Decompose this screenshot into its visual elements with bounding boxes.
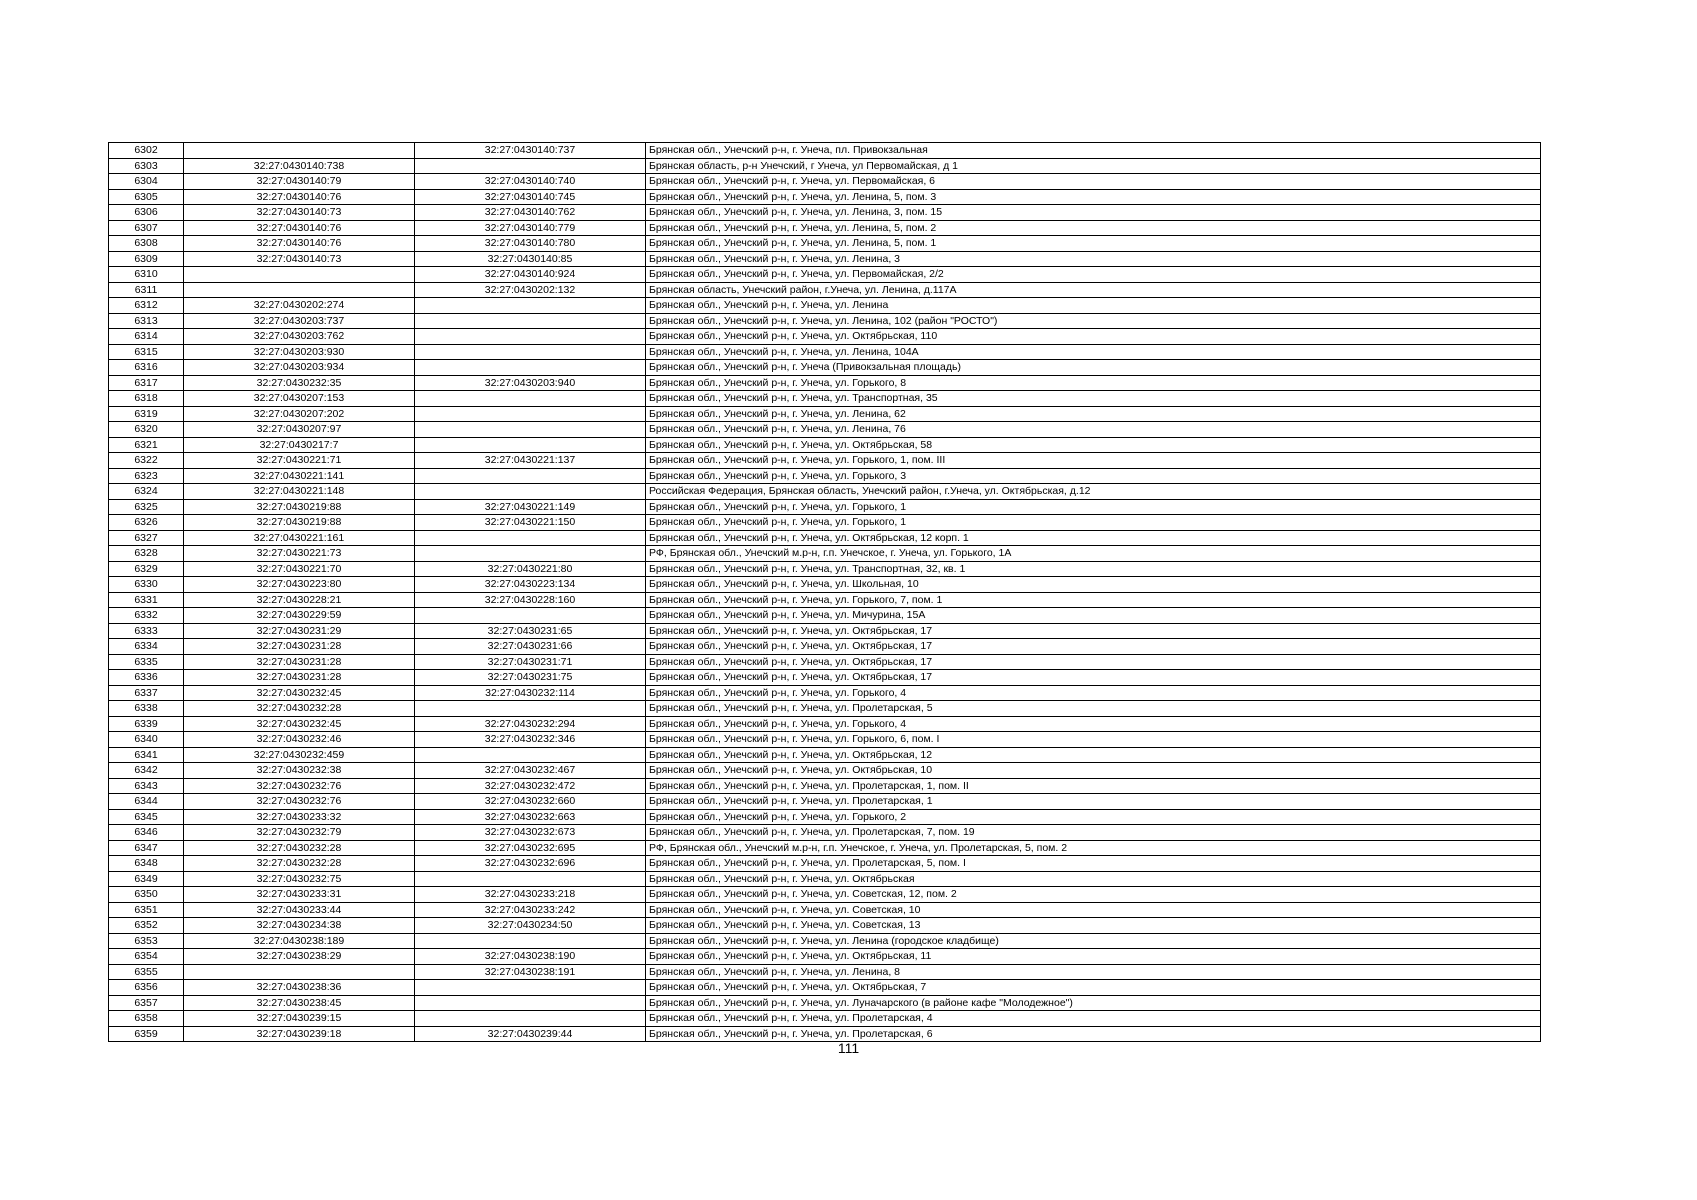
- table-row: [109, 437, 1541, 453]
- cadastral-number-cell: 32:27:0430232:28: [184, 840, 415, 856]
- row-number-cell: 6304: [109, 174, 184, 190]
- table-row: [109, 236, 1541, 252]
- table-row: [109, 701, 1541, 717]
- table-row: [109, 344, 1541, 360]
- table-row: [109, 840, 1541, 856]
- address-cell: Брянская обл., Унечский р-н, г. Унеча, ул. Октябрьская, 17: [646, 623, 1541, 639]
- table-row: [109, 856, 1541, 872]
- cadastral-number-cell: 32:27:0430219:88: [184, 515, 415, 531]
- address-cell: Брянская обл., Унечский р-н, г. Унеча, ул. Ленина, 104А: [646, 344, 1541, 360]
- object-cadastral-number-cell: 32:27:0430140:779: [415, 220, 646, 236]
- row-number-cell: 6309: [109, 251, 184, 267]
- row-number-cell: 6317: [109, 375, 184, 391]
- address-cell: Брянская обл., Унечский р-н, г. Унеча, ул. Мичурина, 15А: [646, 608, 1541, 624]
- object-cadastral-number-cell: 32:27:0430221:137: [415, 453, 646, 469]
- address-cell: Брянская обл., Унечский р-н, г. Унеча, ул. Ленина, 3: [646, 251, 1541, 267]
- cadastral-number-cell: 32:27:0430203:737: [184, 313, 415, 329]
- object-cadastral-number-cell: [415, 313, 646, 329]
- row-number-cell: 6338: [109, 701, 184, 717]
- table-row: [109, 391, 1541, 407]
- row-number-cell: 6339: [109, 716, 184, 732]
- cadastral-number-cell: 32:27:0430232:79: [184, 825, 415, 841]
- cadastral-number-cell: 32:27:0430221:71: [184, 453, 415, 469]
- object-cadastral-number-cell: [415, 391, 646, 407]
- cadastral-number-cell: 32:27:0430203:934: [184, 360, 415, 376]
- cadastral-number-cell: 32:27:0430217:7: [184, 437, 415, 453]
- row-number-cell: 6305: [109, 189, 184, 205]
- object-cadastral-number-cell: 32:27:0430232:696: [415, 856, 646, 872]
- row-number-cell: 6337: [109, 685, 184, 701]
- row-number-cell: 6324: [109, 484, 184, 500]
- address-cell: Брянская обл., Унечский р-н, г. Унеча, ул. Ленина, 5, пом. 2: [646, 220, 1541, 236]
- object-cadastral-number-cell: 32:27:0430231:71: [415, 654, 646, 670]
- row-number-cell: 6343: [109, 778, 184, 794]
- table-row: [109, 360, 1541, 376]
- object-cadastral-number-cell: 32:27:0430232:673: [415, 825, 646, 841]
- address-cell: Брянская обл., Унечский р-н, г. Унеча, ул. Октябрьская: [646, 871, 1541, 887]
- row-number-cell: 6331: [109, 592, 184, 608]
- row-number-cell: 6320: [109, 422, 184, 438]
- cadastral-number-cell: 32:27:0430203:762: [184, 329, 415, 345]
- object-cadastral-number-cell: 32:27:0430232:346: [415, 732, 646, 748]
- table-row: [109, 499, 1541, 515]
- cadastral-number-cell: 32:27:0430207:202: [184, 406, 415, 422]
- object-cadastral-number-cell: [415, 1011, 646, 1027]
- address-cell: Брянская обл., Унечский р-н, г. Унеча, ул. Горького, 3: [646, 468, 1541, 484]
- table-row: [109, 1011, 1541, 1027]
- row-number-cell: 6311: [109, 282, 184, 298]
- object-cadastral-number-cell: [415, 995, 646, 1011]
- address-cell: Брянская обл., Унечский р-н, г. Унеча, ул. Октябрьская, 58: [646, 437, 1541, 453]
- table-row: [109, 561, 1541, 577]
- cadastral-number-cell: 32:27:0430202:274: [184, 298, 415, 314]
- cadastral-number-cell: [184, 282, 415, 298]
- table-row: [109, 189, 1541, 205]
- registry-table-body: [109, 143, 1541, 1042]
- row-number-cell: 6355: [109, 964, 184, 980]
- cadastral-number-cell: 32:27:0430239:18: [184, 1026, 415, 1042]
- address-cell: Брянская обл., Унечский р-н, г. Унеча, пл. Привокзальная: [646, 143, 1541, 159]
- address-cell: Брянская обл., Унечский р-н, г. Унеча, ул. Горького, 8: [646, 375, 1541, 391]
- address-cell: Брянская обл., Унечский р-н, г. Унеча, ул. Советская, 12, пом. 2: [646, 887, 1541, 903]
- address-cell: Брянская обл., Унечский р-н, г. Унеча, ул. Ленина, 5, пом. 3: [646, 189, 1541, 205]
- row-number-cell: 6330: [109, 577, 184, 593]
- cadastral-number-cell: 32:27:0430231:29: [184, 623, 415, 639]
- address-cell: Брянская обл., Унечский р-н, г. Унеча, ул. Горького, 4: [646, 716, 1541, 732]
- row-number-cell: 6340: [109, 732, 184, 748]
- table-row: [109, 995, 1541, 1011]
- table-row: [109, 902, 1541, 918]
- address-cell: Российская Федерация, Брянская область, Унечский район, г.Унеча, ул. Октябрьская, д.12: [646, 484, 1541, 500]
- row-number-cell: 6323: [109, 468, 184, 484]
- table-row: [109, 933, 1541, 949]
- row-number-cell: 6332: [109, 608, 184, 624]
- row-number-cell: 6352: [109, 918, 184, 934]
- object-cadastral-number-cell: 32:27:0430232:660: [415, 794, 646, 810]
- row-number-cell: 6357: [109, 995, 184, 1011]
- address-cell: Брянская обл., Унечский р-н, г. Унеча, ул. Ленина, 102 (район "РОСТО"): [646, 313, 1541, 329]
- object-cadastral-number-cell: 32:27:0430140:737: [415, 143, 646, 159]
- address-cell: Брянская обл., Унечский р-н, г. Унеча (Привокзальная площадь): [646, 360, 1541, 376]
- address-cell: Брянская обл., Унечский р-н, г. Унеча, ул. Первомайская, 6: [646, 174, 1541, 190]
- cadastral-number-cell: 32:27:0430140:76: [184, 220, 415, 236]
- table-row: [109, 251, 1541, 267]
- cadastral-number-cell: 32:27:0430223:80: [184, 577, 415, 593]
- address-cell: Брянская обл., Унечский р-н, г. Унеча, ул. Горького, 1, пом. III: [646, 453, 1541, 469]
- table-row: [109, 887, 1541, 903]
- address-cell: Брянская обл., Унечский р-н, г. Унеча, ул. Ленина: [646, 298, 1541, 314]
- address-cell: Брянская обл., Унечский р-н, г. Унеча, ул. Горького, 4: [646, 685, 1541, 701]
- object-cadastral-number-cell: 32:27:0430203:940: [415, 375, 646, 391]
- table-row: [109, 515, 1541, 531]
- cadastral-number-cell: 32:27:0430232:75: [184, 871, 415, 887]
- object-cadastral-number-cell: [415, 360, 646, 376]
- table-row: [109, 809, 1541, 825]
- row-number-cell: 6349: [109, 871, 184, 887]
- object-cadastral-number-cell: [415, 933, 646, 949]
- cadastral-number-cell: 32:27:0430233:31: [184, 887, 415, 903]
- row-number-cell: 6356: [109, 980, 184, 996]
- address-cell: Брянская обл., Унечский р-н, г. Унеча, ул. Советская, 13: [646, 918, 1541, 934]
- cadastral-number-cell: 32:27:0430232:45: [184, 685, 415, 701]
- address-cell: Брянская обл., Унечский р-н, г. Унеча, ул. Октябрьская, 110: [646, 329, 1541, 345]
- row-number-cell: 6303: [109, 158, 184, 174]
- object-cadastral-number-cell: 32:27:0430232:467: [415, 763, 646, 779]
- row-number-cell: 6353: [109, 933, 184, 949]
- object-cadastral-number-cell: 32:27:0430202:132: [415, 282, 646, 298]
- cadastral-number-cell: 32:27:0430232:35: [184, 375, 415, 391]
- cadastral-number-cell: 32:27:0430221:148: [184, 484, 415, 500]
- cadastral-number-cell: 32:27:0430231:28: [184, 639, 415, 655]
- table-row: [109, 747, 1541, 763]
- address-cell: Брянская обл., Унечский р-н, г. Унеча, ул. Пролетарская, 5, пом. I: [646, 856, 1541, 872]
- cadastral-number-cell: [184, 143, 415, 159]
- cadastral-number-cell: 32:27:0430233:32: [184, 809, 415, 825]
- address-cell: Брянская обл., Унечский р-н, г. Унеча, ул. Пролетарская, 1: [646, 794, 1541, 810]
- cadastral-number-cell: 32:27:0430234:38: [184, 918, 415, 934]
- table-row: [109, 964, 1541, 980]
- table-row: [109, 763, 1541, 779]
- table-row: [109, 329, 1541, 345]
- cadastral-number-cell: 32:27:0430238:36: [184, 980, 415, 996]
- table-row: [109, 654, 1541, 670]
- table-row: [109, 406, 1541, 422]
- object-cadastral-number-cell: 32:27:0430140:924: [415, 267, 646, 283]
- row-number-cell: 6314: [109, 329, 184, 345]
- row-number-cell: 6325: [109, 499, 184, 515]
- row-number-cell: 6350: [109, 887, 184, 903]
- row-number-cell: 6347: [109, 840, 184, 856]
- object-cadastral-number-cell: [415, 701, 646, 717]
- table-row: [109, 282, 1541, 298]
- object-cadastral-number-cell: 32:27:0430231:75: [415, 670, 646, 686]
- cadastral-number-cell: 32:27:0430238:189: [184, 933, 415, 949]
- row-number-cell: 6315: [109, 344, 184, 360]
- row-number-cell: 6302: [109, 143, 184, 159]
- cadastral-number-cell: 32:27:0430207:97: [184, 422, 415, 438]
- address-cell: Брянская область, Унечский район, г.Унеча, ул. Ленина, д.117А: [646, 282, 1541, 298]
- row-number-cell: 6351: [109, 902, 184, 918]
- address-cell: Брянская обл., Унечский р-н, г. Унеча, ул. Горького, 6, пом. I: [646, 732, 1541, 748]
- object-cadastral-number-cell: 32:27:0430221:149: [415, 499, 646, 515]
- row-number-cell: 6333: [109, 623, 184, 639]
- cadastral-number-cell: 32:27:0430221:70: [184, 561, 415, 577]
- object-cadastral-number-cell: 32:27:0430223:134: [415, 577, 646, 593]
- address-cell: Брянская обл., Унечский р-н, г. Унеча, ул. Пролетарская, 1, пом. II: [646, 778, 1541, 794]
- object-cadastral-number-cell: [415, 298, 646, 314]
- table-row: [109, 313, 1541, 329]
- object-cadastral-number-cell: 32:27:0430233:242: [415, 902, 646, 918]
- cadastral-number-cell: [184, 267, 415, 283]
- row-number-cell: 6310: [109, 267, 184, 283]
- table-row: [109, 530, 1541, 546]
- cadastral-number-cell: 32:27:0430221:73: [184, 546, 415, 562]
- table-row: [109, 298, 1541, 314]
- cadastral-number-cell: 32:27:0430219:88: [184, 499, 415, 515]
- table-row: [109, 484, 1541, 500]
- address-cell: Брянская обл., Унечский р-н, г. Унеча, ул. Советская, 10: [646, 902, 1541, 918]
- cadastral-number-cell: 32:27:0430140:73: [184, 251, 415, 267]
- row-number-cell: 6318: [109, 391, 184, 407]
- cadastral-number-cell: 32:27:0430232:45: [184, 716, 415, 732]
- cadastral-number-cell: 32:27:0430233:44: [184, 902, 415, 918]
- cadastral-number-cell: 32:27:0430140:76: [184, 236, 415, 252]
- row-number-cell: 6306: [109, 205, 184, 221]
- cadastral-number-cell: 32:27:0430140:76: [184, 189, 415, 205]
- table-row: [109, 778, 1541, 794]
- table-row: [109, 205, 1541, 221]
- row-number-cell: 6341: [109, 747, 184, 763]
- table-row: [109, 546, 1541, 562]
- object-cadastral-number-cell: 32:27:0430232:472: [415, 778, 646, 794]
- table-row: [109, 592, 1541, 608]
- cadastral-number-cell: 32:27:0430140:738: [184, 158, 415, 174]
- table-row: [109, 716, 1541, 732]
- address-cell: Брянская обл., Унечский р-н, г. Унеча, ул. Пролетарская, 5: [646, 701, 1541, 717]
- address-cell: Брянская обл., Унечский р-н, г. Унеча, ул. Луначарского (в районе кафе "Молодежное"): [646, 995, 1541, 1011]
- object-cadastral-number-cell: 32:27:0430221:80: [415, 561, 646, 577]
- row-number-cell: 6307: [109, 220, 184, 236]
- object-cadastral-number-cell: 32:27:0430140:780: [415, 236, 646, 252]
- object-cadastral-number-cell: 32:27:0430140:740: [415, 174, 646, 190]
- table-row: [109, 608, 1541, 624]
- address-cell: РФ, Брянская обл., Унечский м.р-н, г.п. Унечское, г. Унеча, ул. Пролетарская, 5, пом. 2: [646, 840, 1541, 856]
- object-cadastral-number-cell: [415, 422, 646, 438]
- object-cadastral-number-cell: 32:27:0430228:160: [415, 592, 646, 608]
- cadastral-number-cell: 32:27:0430229:59: [184, 608, 415, 624]
- cadastral-number-cell: 32:27:0430203:930: [184, 344, 415, 360]
- address-cell: Брянская обл., Унечский р-н, г. Унеча, ул. Ленина, 3, пом. 15: [646, 205, 1541, 221]
- table-row: [109, 871, 1541, 887]
- object-cadastral-number-cell: 32:27:0430140:762: [415, 205, 646, 221]
- object-cadastral-number-cell: 32:27:0430231:66: [415, 639, 646, 655]
- address-cell: Брянская обл., Унечский р-н, г. Унеча, ул. Школьная, 10: [646, 577, 1541, 593]
- row-number-cell: 6322: [109, 453, 184, 469]
- table-row: [109, 794, 1541, 810]
- table-row: [109, 220, 1541, 236]
- page-number: 111: [837, 1040, 860, 1056]
- cadastral-number-cell: 32:27:0430228:21: [184, 592, 415, 608]
- cadastral-number-cell: 32:27:0430140:79: [184, 174, 415, 190]
- cadastral-number-cell: 32:27:0430232:28: [184, 856, 415, 872]
- address-cell: Брянская обл., Унечский р-н, г. Унеча, ул. Октябрьская, 17: [646, 639, 1541, 655]
- row-number-cell: 6359: [109, 1026, 184, 1042]
- object-cadastral-number-cell: 32:27:0430234:50: [415, 918, 646, 934]
- object-cadastral-number-cell: [415, 406, 646, 422]
- address-cell: Брянская обл., Унечский р-н, г. Унеча, ул. Октябрьская, 12: [646, 747, 1541, 763]
- address-cell: Брянская обл., Унечский р-н, г. Унеча, ул. Октябрьская, 17: [646, 654, 1541, 670]
- table-row: [109, 577, 1541, 593]
- object-cadastral-number-cell: 32:27:0430232:663: [415, 809, 646, 825]
- cadastral-number-cell: [184, 964, 415, 980]
- row-number-cell: 6358: [109, 1011, 184, 1027]
- row-number-cell: 6345: [109, 809, 184, 825]
- object-cadastral-number-cell: [415, 608, 646, 624]
- table-row: [109, 267, 1541, 283]
- row-number-cell: 6334: [109, 639, 184, 655]
- row-number-cell: 6348: [109, 856, 184, 872]
- row-number-cell: 6335: [109, 654, 184, 670]
- table-row: [109, 453, 1541, 469]
- table-row: [109, 732, 1541, 748]
- cadastral-number-cell: 32:27:0430221:141: [184, 468, 415, 484]
- registry-table: [108, 142, 1541, 1042]
- object-cadastral-number-cell: 32:27:0430221:150: [415, 515, 646, 531]
- object-cadastral-number-cell: [415, 546, 646, 562]
- cadastral-number-cell: 32:27:0430232:28: [184, 701, 415, 717]
- table-row: [109, 639, 1541, 655]
- object-cadastral-number-cell: 32:27:0430231:65: [415, 623, 646, 639]
- address-cell: Брянская обл., Унечский р-н, г. Унеча, ул. Октябрьская, 17: [646, 670, 1541, 686]
- row-number-cell: 6313: [109, 313, 184, 329]
- cadastral-number-cell: 32:27:0430232:76: [184, 778, 415, 794]
- table-row: [109, 949, 1541, 965]
- cadastral-number-cell: 32:27:0430232:459: [184, 747, 415, 763]
- cadastral-number-cell: 32:27:0430232:76: [184, 794, 415, 810]
- object-cadastral-number-cell: [415, 871, 646, 887]
- row-number-cell: 6336: [109, 670, 184, 686]
- row-number-cell: 6329: [109, 561, 184, 577]
- object-cadastral-number-cell: [415, 980, 646, 996]
- table-row: [109, 825, 1541, 841]
- address-cell: Брянская обл., Унечский р-н, г. Унеча, ул. Пролетарская, 6: [646, 1026, 1541, 1042]
- object-cadastral-number-cell: [415, 484, 646, 500]
- cadastral-number-cell: 32:27:0430238:45: [184, 995, 415, 1011]
- table-row: [109, 375, 1541, 391]
- address-cell: Брянская обл., Унечский р-н, г. Унеча, ул. Транспортная, 32, кв. 1: [646, 561, 1541, 577]
- table-row: [109, 623, 1541, 639]
- object-cadastral-number-cell: [415, 344, 646, 360]
- object-cadastral-number-cell: 32:27:0430239:44: [415, 1026, 646, 1042]
- address-cell: Брянская обл., Унечский р-н, г. Унеча, ул. Первомайская, 2/2: [646, 267, 1541, 283]
- row-number-cell: 6312: [109, 298, 184, 314]
- object-cadastral-number-cell: 32:27:0430140:745: [415, 189, 646, 205]
- cadastral-number-cell: 32:27:0430239:15: [184, 1011, 415, 1027]
- row-number-cell: 6328: [109, 546, 184, 562]
- object-cadastral-number-cell: 32:27:0430140:85: [415, 251, 646, 267]
- table-row: [109, 670, 1541, 686]
- object-cadastral-number-cell: [415, 158, 646, 174]
- row-number-cell: 6342: [109, 763, 184, 779]
- address-cell: РФ, Брянская обл., Унечский м.р-н, г.п. Унечское, г. Унеча, ул. Горького, 1А: [646, 546, 1541, 562]
- address-cell: Брянская обл., Унечский р-н, г. Унеча, ул. Транспортная, 35: [646, 391, 1541, 407]
- object-cadastral-number-cell: [415, 329, 646, 345]
- address-cell: Брянская обл., Унечский р-н, г. Унеча, ул. Ленина (городское кладбище): [646, 933, 1541, 949]
- table-row: [109, 422, 1541, 438]
- address-cell: Брянская обл., Унечский р-н, г. Унеча, ул. Ленина, 5, пом. 1: [646, 236, 1541, 252]
- row-number-cell: 6326: [109, 515, 184, 531]
- row-number-cell: 6327: [109, 530, 184, 546]
- address-cell: Брянская область, р-н Унечский, г Унеча, ул Первомайская, д 1: [646, 158, 1541, 174]
- address-cell: Брянская обл., Унечский р-н, г. Унеча, ул. Горького, 1: [646, 515, 1541, 531]
- table-row: [109, 143, 1541, 159]
- object-cadastral-number-cell: 32:27:0430238:191: [415, 964, 646, 980]
- cadastral-number-cell: 32:27:0430221:161: [184, 530, 415, 546]
- table-row: [109, 468, 1541, 484]
- object-cadastral-number-cell: [415, 468, 646, 484]
- table-row: [109, 980, 1541, 996]
- address-cell: Брянская обл., Унечский р-н, г. Унеча, ул. Горького, 1: [646, 499, 1541, 515]
- table-row: [109, 158, 1541, 174]
- object-cadastral-number-cell: 32:27:0430238:190: [415, 949, 646, 965]
- row-number-cell: 6321: [109, 437, 184, 453]
- table-row: [109, 918, 1541, 934]
- address-cell: Брянская обл., Унечский р-н, г. Унеча, ул. Пролетарская, 7, пом. 19: [646, 825, 1541, 841]
- cadastral-number-cell: 32:27:0430232:38: [184, 763, 415, 779]
- object-cadastral-number-cell: 32:27:0430232:114: [415, 685, 646, 701]
- cadastral-number-cell: 32:27:0430231:28: [184, 670, 415, 686]
- cadastral-number-cell: 32:27:0430232:46: [184, 732, 415, 748]
- object-cadastral-number-cell: 32:27:0430233:218: [415, 887, 646, 903]
- table-row: [109, 174, 1541, 190]
- address-cell: Брянская обл., Унечский р-н, г. Унеча, ул. Октябрьская, 12 корп. 1: [646, 530, 1541, 546]
- row-number-cell: 6316: [109, 360, 184, 376]
- address-cell: Брянская обл., Унечский р-н, г. Унеча, ул. Октябрьская, 11: [646, 949, 1541, 965]
- cadastral-number-cell: 32:27:0430207:153: [184, 391, 415, 407]
- object-cadastral-number-cell: 32:27:0430232:294: [415, 716, 646, 732]
- address-cell: Брянская обл., Унечский р-н, г. Унеча, ул. Октябрьская, 7: [646, 980, 1541, 996]
- table-row: [109, 685, 1541, 701]
- cadastral-number-cell: 32:27:0430238:29: [184, 949, 415, 965]
- address-cell: Брянская обл., Унечский р-н, г. Унеча, ул. Пролетарская, 4: [646, 1011, 1541, 1027]
- row-number-cell: 6346: [109, 825, 184, 841]
- row-number-cell: 6344: [109, 794, 184, 810]
- object-cadastral-number-cell: [415, 437, 646, 453]
- address-cell: Брянская обл., Унечский р-н, г. Унеча, ул. Октябрьская, 10: [646, 763, 1541, 779]
- object-cadastral-number-cell: [415, 747, 646, 763]
- address-cell: Брянская обл., Унечский р-н, г. Унеча, ул. Ленина, 62: [646, 406, 1541, 422]
- row-number-cell: 6308: [109, 236, 184, 252]
- row-number-cell: 6319: [109, 406, 184, 422]
- row-number-cell: 6354: [109, 949, 184, 965]
- address-cell: Брянская обл., Унечский р-н, г. Унеча, ул. Горького, 2: [646, 809, 1541, 825]
- cadastral-number-cell: 32:27:0430140:73: [184, 205, 415, 221]
- cadastral-number-cell: 32:27:0430231:28: [184, 654, 415, 670]
- object-cadastral-number-cell: [415, 530, 646, 546]
- object-cadastral-number-cell: 32:27:0430232:695: [415, 840, 646, 856]
- address-cell: Брянская обл., Унечский р-н, г. Унеча, ул. Ленина, 8: [646, 964, 1541, 980]
- address-cell: Брянская обл., Унечский р-н, г. Унеча, ул. Горького, 7, пом. 1: [646, 592, 1541, 608]
- address-cell: Брянская обл., Унечский р-н, г. Унеча, ул. Ленина, 76: [646, 422, 1541, 438]
